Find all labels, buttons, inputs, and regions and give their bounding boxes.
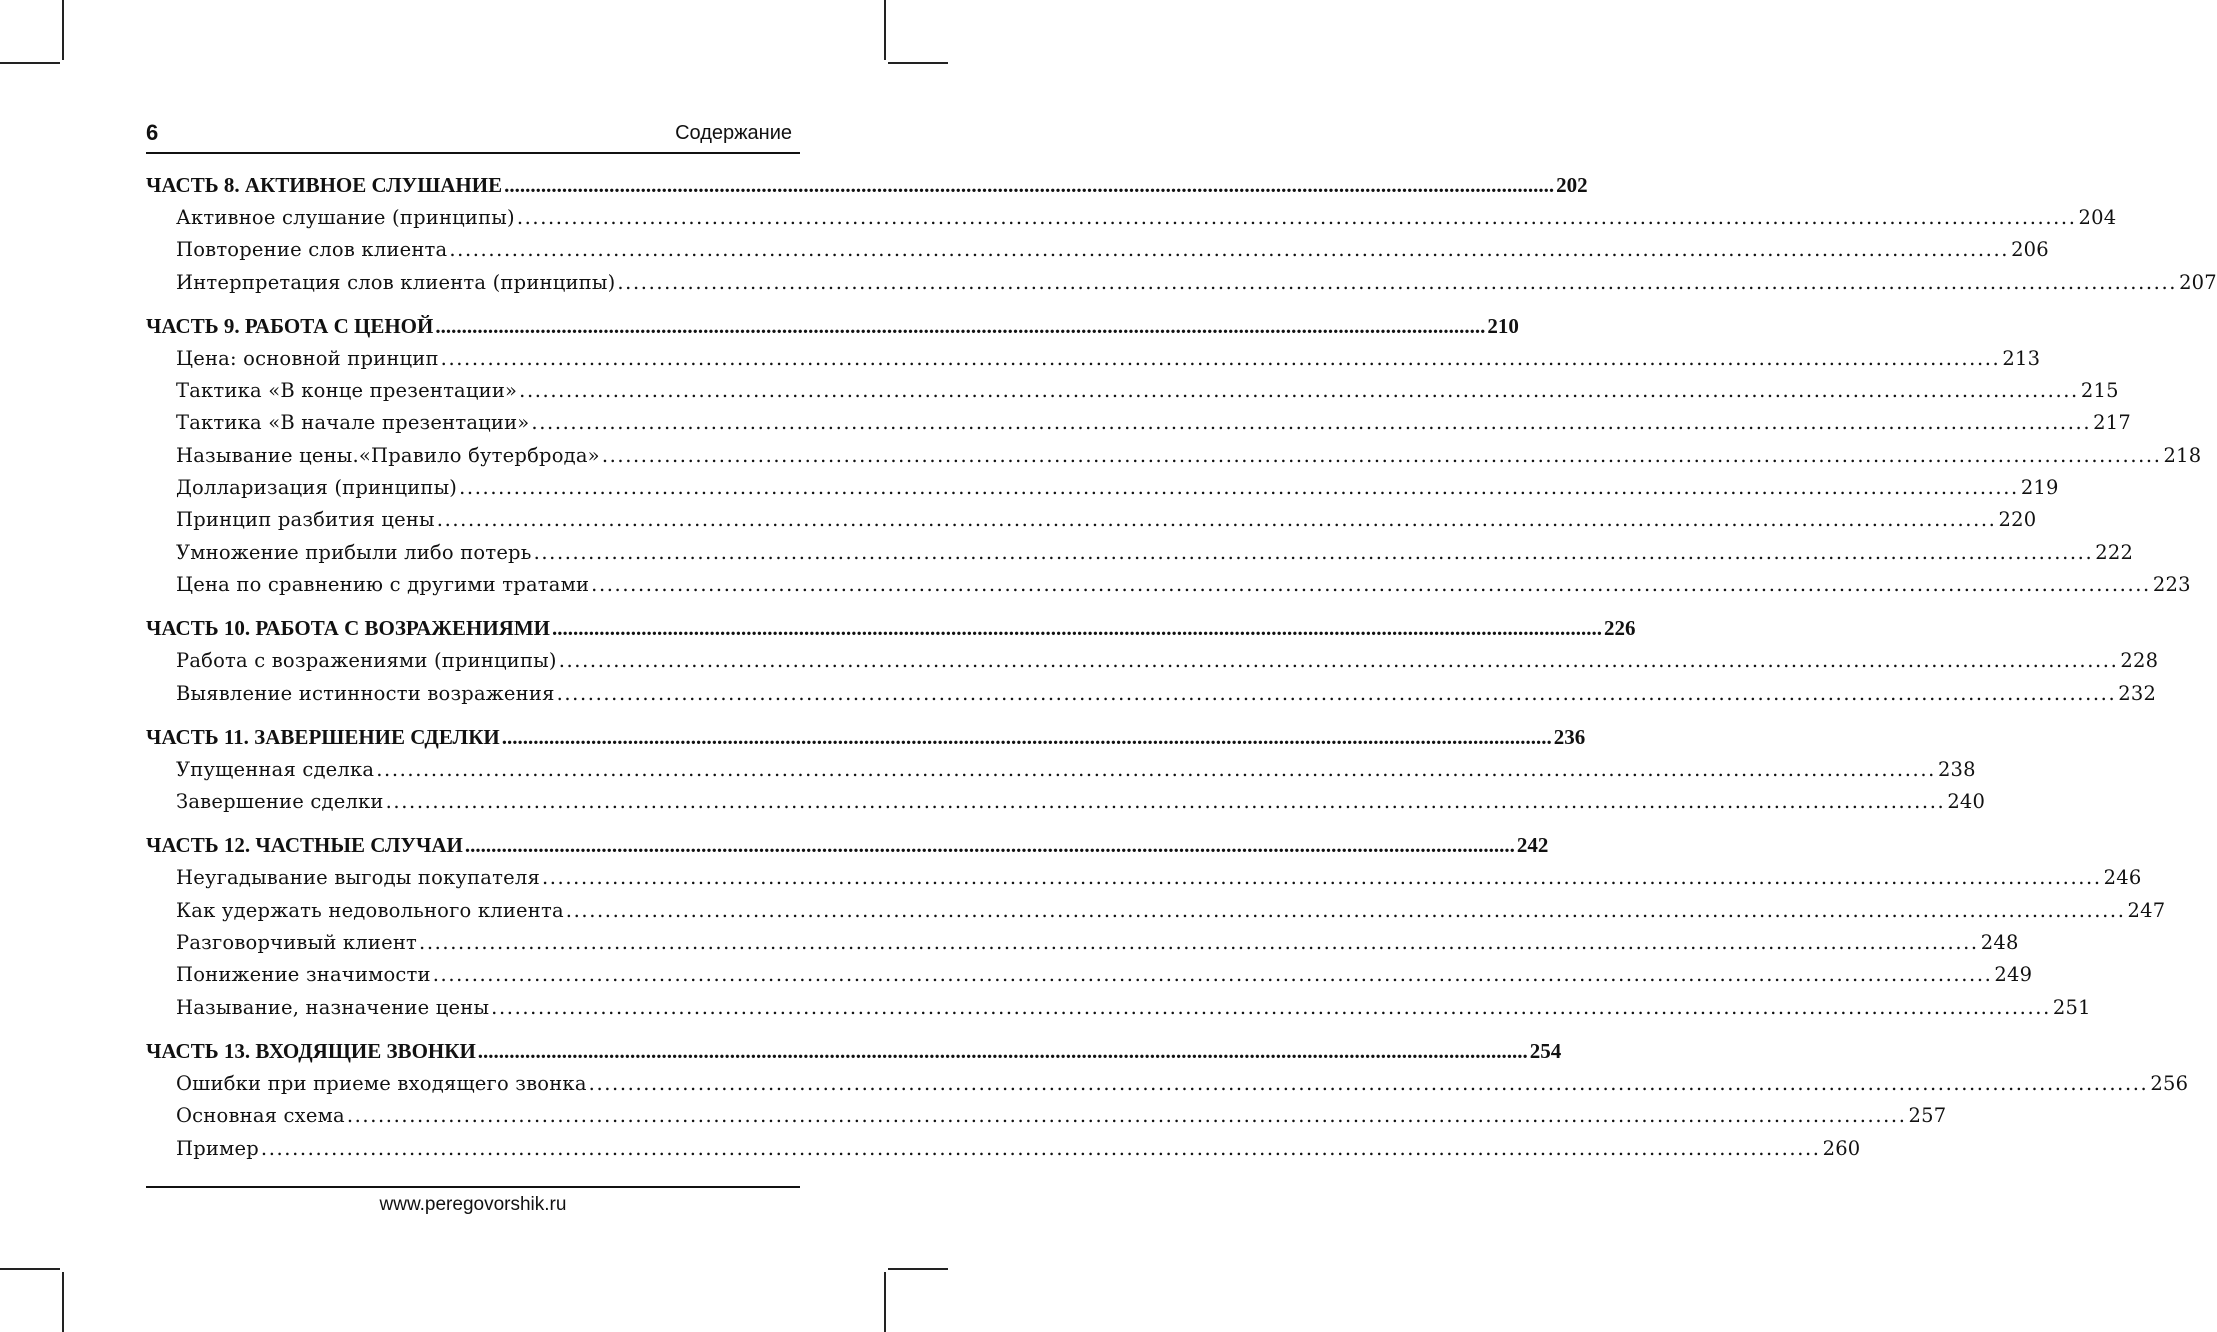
crop-mark-top-left-h	[0, 62, 60, 64]
part-title: ЧАСТЬ 11. ЗАВЕРШЕНИЕ СДЕЛКИ	[146, 724, 500, 749]
entry-page-number: 220	[1998, 508, 2037, 532]
crop-mark-bottom-right	[884, 1272, 886, 1332]
table-of-contents	[146, 168, 2217, 1175]
part-title: ЧАСТЬ 8. АКТИВНОЕ СЛУШАНИЕ	[146, 173, 503, 197]
leader-dots: ........................................................................................................................................................................................................	[376, 757, 1936, 781]
toc-entry	[146, 1100, 1947, 1132]
entry-title: Цена по сравнению с другими тратами	[176, 572, 590, 596]
entry-title: Ошибки при приеме входящего звонка	[176, 1071, 587, 1095]
leader-dots: ........................................................................................................................................................................................................	[504, 173, 1555, 197]
leader-dots: ........................................................................................................................................................................................................	[459, 476, 2019, 500]
entry-title: Повторение слов клиента	[176, 238, 448, 262]
leader-dots: ........................................................................................................................................................................................................	[346, 1104, 1907, 1128]
toc-entry	[146, 267, 2217, 299]
entry-title: Цена: основной принцип	[176, 346, 439, 370]
part-page-number: 226	[1604, 616, 1636, 641]
entry-title: Тактика «В конце презентации»	[176, 379, 518, 403]
entry-title: Активное слушание (принципы)	[176, 206, 515, 229]
leader-dots: ........................................................................................................................................................................................................	[419, 931, 1979, 955]
leader-dots: ........................................................................................................................................................................................................	[436, 508, 1997, 532]
part-title: ЧАСТЬ 9. РАБОТА С ЦЕНОЙ	[146, 313, 434, 338]
leader-dots: ........................................................................................................................................................................................................	[449, 238, 2010, 262]
crop-mark-bottom-left	[62, 1272, 64, 1332]
leader-dots: ........................................................................................................................................................................................................	[531, 411, 2092, 435]
toc-entry	[146, 234, 2049, 266]
leader-dots: ........................................................................................................................................................................................................	[552, 616, 1603, 641]
part-title: ЧАСТЬ 13. ВХОДЯЩИЕ ЗВОНКИ	[146, 1038, 476, 1063]
toc-part-heading	[146, 168, 1588, 202]
leader-dots: ........................................................................................................................................................................................................	[435, 313, 1486, 338]
entry-title: Называние, назначение цены	[176, 995, 490, 1019]
entry-title: Выявление истинности возражения	[176, 681, 555, 705]
entry-title: Понижение значимости	[176, 963, 431, 987]
entry-page-number: 240	[1947, 790, 1986, 814]
entry-page-number: 222	[2095, 540, 2134, 564]
leader-dots: ........................................................................................................................................................................................................	[385, 790, 1946, 814]
entry-page-number: 256	[2150, 1071, 2189, 1095]
leader-dots: ........................................................................................................................................................................................................	[556, 681, 2117, 705]
leader-dots: ........................................................................................................................................................................................................	[558, 649, 2119, 673]
toc-part	[146, 309, 2202, 601]
entry-page-number: 204	[2078, 206, 2117, 229]
leader-dots: ........................................................................................................................................................................................................	[464, 833, 1515, 858]
entry-page-number: 219	[2020, 476, 2059, 500]
toc-part	[146, 720, 1986, 819]
toc-entry	[146, 786, 1986, 818]
leader-dots: ........................................................................................................................................................................................................	[617, 270, 2178, 294]
toc-part-heading	[146, 309, 1519, 343]
toc-entry	[146, 343, 2041, 375]
page-header	[146, 118, 800, 154]
toc-entry	[146, 440, 2202, 472]
entry-page-number: 223	[2152, 572, 2191, 596]
entry-page-number: 217	[2093, 411, 2131, 435]
toc-entry	[146, 678, 2157, 710]
entry-title: Разговорчивый клиент	[176, 931, 418, 955]
entry-title: Называние цены.«Правило бутерброда»	[176, 443, 600, 467]
entry-title: Завершение сделки	[176, 790, 384, 814]
leader-dots: ........................................................................................................................................................................................................	[588, 1071, 2149, 1095]
toc-entry	[146, 927, 2019, 959]
entry-page-number: 218	[2163, 443, 2202, 467]
toc-entry	[146, 504, 2037, 536]
entry-title: Принцип разбития цены	[176, 508, 435, 532]
entry-title: Пример	[176, 1136, 259, 1160]
toc-entry	[146, 959, 2033, 991]
entry-page-number: 213	[2002, 346, 2041, 370]
toc-part	[146, 1034, 2189, 1165]
entry-title: Умножение прибыли либо потерь	[176, 540, 532, 564]
part-page-number: 242	[1516, 833, 1549, 858]
entry-page-number: 206	[2011, 238, 2049, 262]
leader-dots: ........................................................................................................................................................................................................	[541, 866, 2102, 890]
leader-dots: ........................................................................................................................................................................................................	[491, 995, 2051, 1019]
toc-part	[146, 168, 2217, 299]
leader-dots: ........................................................................................................................................................................................................	[501, 724, 1552, 749]
toc-entry	[146, 202, 2117, 234]
entry-page-number: 257	[1908, 1104, 1947, 1128]
toc-part	[146, 611, 2159, 710]
crop-mark-top-right-h	[888, 62, 948, 64]
part-title: ЧАСТЬ 10. РАБОТА С ВОЗРАЖЕНИЯМИ	[146, 616, 551, 641]
part-title: ЧАСТЬ 12. ЧАСТНЫЕ СЛУЧАИ	[146, 833, 463, 858]
entry-title: Долларизация (принципы)	[176, 476, 458, 500]
entry-title: Интерпретация слов клиента (принципы)	[176, 270, 616, 294]
toc-entry	[146, 569, 2191, 601]
entry-title: Как удержать недовольного клиента	[176, 898, 564, 922]
entry-title: Тактика «В начале презентации»	[176, 411, 530, 435]
toc-entry	[146, 375, 2119, 407]
toc-entry	[146, 862, 2142, 894]
entry-page-number: 207	[2179, 270, 2217, 294]
toc-entry	[146, 1068, 2189, 1100]
leader-dots: ........................................................................................................................................................................................................	[440, 346, 2001, 370]
crop-mark-bottom-right-h	[888, 1268, 948, 1270]
entry-page-number: 260	[1822, 1136, 1861, 1160]
toc-entry	[146, 895, 2166, 927]
toc-entry	[146, 472, 2059, 504]
leader-dots: ........................................................................................................................................................................................................	[565, 898, 2126, 922]
entry-page-number: 247	[2127, 898, 2166, 922]
leader-dots: ........................................................................................................................................................................................................	[432, 963, 1993, 987]
entry-page-number: 246	[2103, 866, 2142, 890]
leader-dots: ........................................................................................................................................................................................................	[601, 443, 2162, 467]
entry-title: Упущенная сделка	[176, 757, 375, 781]
running-title: Содержание	[675, 122, 792, 144]
leader-dots: ........................................................................................................................................................................................................	[519, 379, 2079, 403]
entry-page-number: 251	[2052, 995, 2091, 1019]
entry-page-number: 228	[2120, 649, 2159, 673]
leader-dots: ........................................................................................................................................................................................................	[516, 206, 2077, 229]
entry-page-number: 238	[1937, 757, 1976, 781]
part-page-number: 236	[1553, 724, 1586, 749]
entry-page-number: 248	[1980, 931, 2019, 955]
crop-mark-top-right	[884, 0, 886, 60]
crop-mark-top-left	[62, 0, 64, 60]
leader-dots: ........................................................................................................................................................................................................	[533, 540, 2094, 564]
toc-part-heading	[146, 1034, 1562, 1068]
toc-entry	[146, 1133, 1861, 1165]
entry-title: Работа с возражениями (принципы)	[176, 649, 557, 673]
part-page-number: 254	[1529, 1038, 1562, 1063]
toc-part-heading	[146, 828, 1549, 862]
part-page-number: 202	[1556, 173, 1588, 197]
part-page-number: 210	[1487, 313, 1519, 338]
toc-entry	[146, 754, 1976, 786]
toc-part-heading	[146, 611, 1636, 645]
entry-title: Неугадывание выгоды покупателя	[176, 866, 540, 890]
toc-part-heading	[146, 720, 1586, 754]
entry-title: Основная схема	[176, 1104, 345, 1128]
entry-page-number: 215	[2080, 379, 2119, 403]
leader-dots: ........................................................................................................................................................................................................	[477, 1038, 1528, 1063]
toc-part	[146, 828, 2166, 1023]
entry-page-number: 232	[2118, 681, 2157, 705]
entry-page-number: 249	[1994, 963, 2033, 987]
leader-dots: ........................................................................................................................................................................................................	[260, 1136, 1821, 1160]
page-number: 6	[146, 120, 159, 145]
page-footer	[146, 1186, 800, 1216]
toc-entry	[146, 645, 2159, 677]
toc-entry	[146, 407, 2131, 439]
toc-entry	[146, 992, 2091, 1024]
leader-dots: ........................................................................................................................................................................................................	[591, 572, 2151, 596]
toc-entry	[146, 537, 2134, 569]
crop-mark-bottom-left-h	[0, 1268, 60, 1270]
website-url: www.peregovorshik.ru	[379, 1194, 567, 1215]
